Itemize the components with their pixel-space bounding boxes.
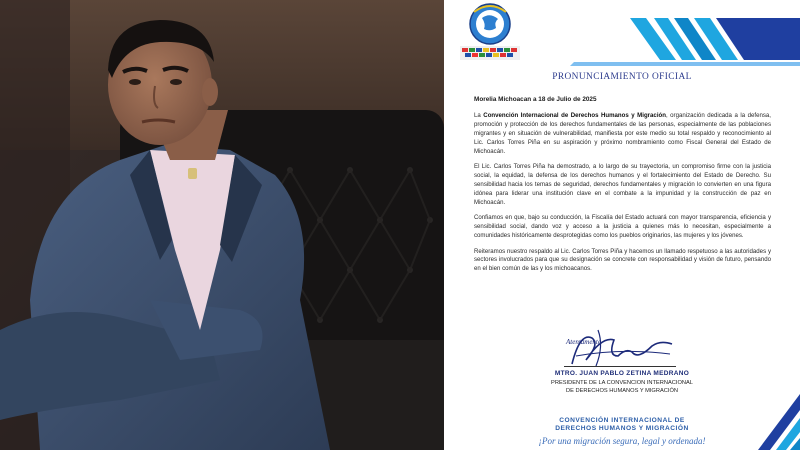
closing-text: Atentamente	[566, 338, 601, 346]
signature-line	[564, 366, 676, 367]
signer-role-line-2: DE DERECHOS HUMANOS Y MIGRACIÓN	[566, 387, 678, 394]
paragraph-3: Confiamos en que, bajo su conducción, la Fiscalía del Estado actuará con mayor transparencia, eficiencia y sensibilidad social, dando voz y acceso a la justicia a quienes más lo necesitan, especialmente a comunidades históricamente desprotegidas como los pueblos originarios, las mujeres y los jóvenes.	[474, 214, 771, 240]
paragraph-1: La Convención Internacional de Derechos Humanos y Migración, organización dedicada a la defensa, promoción y protección de los derechos fundamentales de las personas, especialmente de las poblaciones migrantes y en situación de vulnerabilidad, manifiesta por este medio su total respaldo y reconocimiento al Lic. Carlos Torres Piña en su aspiración y próximo nombramiento como Fiscal General del Estado de Michoacán.	[474, 112, 771, 155]
footer-slogan: ¡Por una migración segura, legal y ordenada!	[538, 436, 706, 446]
letter-body	[474, 112, 771, 281]
organization-name: Convención Internacional de Derechos Humanos y Migración	[483, 112, 666, 119]
header-stripes	[444, 0, 800, 72]
signer-role-line-1: PRESIDENTE DE LA CONVENCION INTERNACIONAL	[551, 380, 693, 386]
paragraph-1-text: , organización dedicada a la defensa, promoción y protección de los derechos fundamentales de las personas, especialmente de las poblaciones migrantes y en situación de vulnerabilidad, manifiesta por este medio su total respaldo y reconocimiento al Lic. Carlos Torres Piña en su aspiración y próximo nombramiento como Fiscal General del Estado de Michoacán.	[474, 112, 771, 155]
paragraph-2: El Lic. Carlos Torres Piña ha demostrado, a lo largo de su trayectoria, un compromiso firme con la justicia social, la equidad, la defensa de los derechos humanos y el fortalecimiento del Estado de Derecho. Su sensibilidad hacia los temas de seguridad, derechos fundamentales y migración lo convierten en una figura idónea para liderar una institución clave en el combate a la impunidad y la construcción de paz en Michoacán.	[474, 163, 771, 206]
official-letter	[444, 0, 800, 450]
paragraph-4: Reiteramos nuestro respaldo al Lic. Carlos Torres Piña y hacemos un llamado respetuoso a las autoridades y sectores involucrados para que su designación se concrete con responsabilidad y visión de futuro, pensando en el bien común de las y los michoacanos.	[474, 247, 771, 273]
signer-name: MTRO. JUAN PABLO ZETINA MEDRANO	[554, 370, 690, 377]
corner-stripes	[730, 390, 800, 450]
footer-org-line-2: DERECHOS HUMANOS Y MIGRACIÓN	[555, 425, 689, 433]
document-date: Morelia Michoacan a 18 de Julio de 2025	[474, 96, 597, 103]
footer-org-line-1: CONVENCIÓN INTERNACIONAL DE	[559, 417, 685, 424]
letter-header	[444, 0, 800, 72]
document-title: PRONUNCIAMIENTO OFICIAL	[552, 72, 692, 82]
